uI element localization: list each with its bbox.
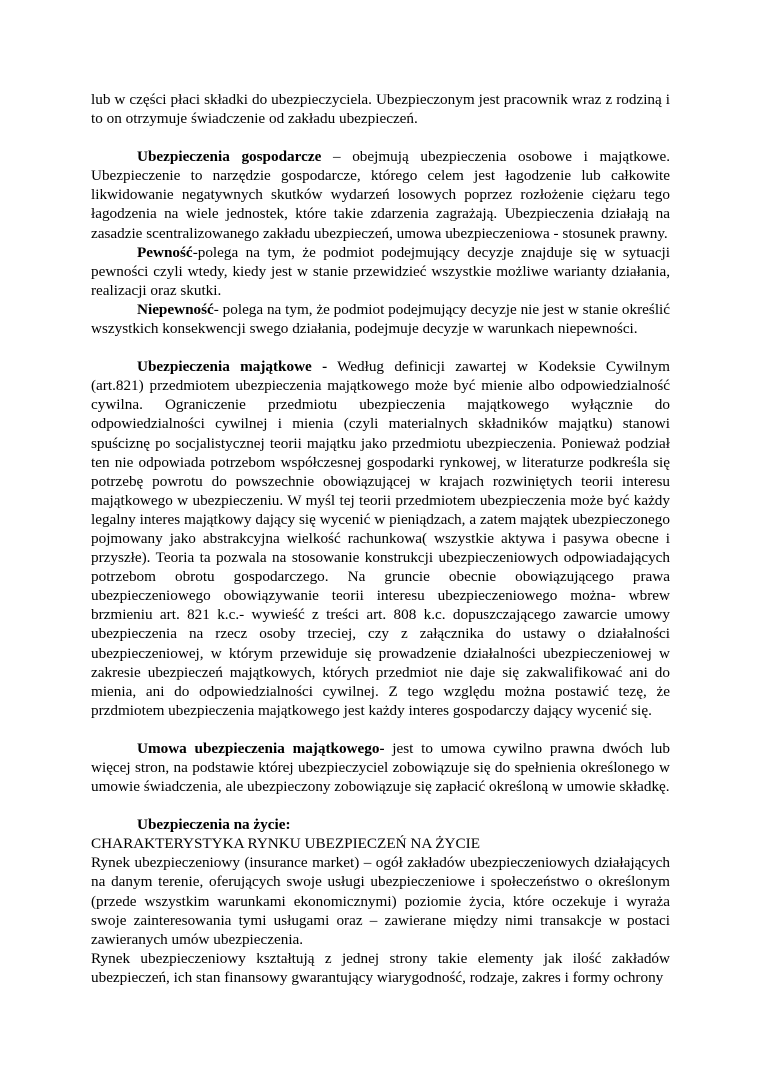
spacer	[91, 338, 670, 357]
spacer	[91, 796, 670, 815]
term-heading: Ubezpieczenia majątkowe -	[137, 358, 328, 376]
paragraph-text: lub w części płaci składki do ubezpieczyciela. Ubezpieczonym jest pracownik wraz z rodziną i to on otrzymuje świadczenie od zakładu ubezpieczeń.	[91, 91, 670, 128]
paragraph-umowa-ubezpieczenia	[91, 739, 670, 796]
paragraph-rynek-elementy: Rynek ubezpieczeniowy kształtują z jednej strony takie elementy jak ilość zakładów ubezpieczeń, ich stan finansowy gwarantujący wiarygodność, rodzaje, zakres i formy ochrony	[91, 949, 670, 986]
term-heading: Pewność	[137, 243, 193, 261]
paragraph-text: - polega na tym, że podmiot podejmujący decyzje nie jest w stanie określić wszystkich konsekwencji swego działania, podejmuje decyzje w warunkach niepewności.	[91, 300, 670, 338]
paragraph-intro	[91, 90, 670, 128]
paragraph-text: Według definicji zawartej w Kodeksie Cywilnym (art.821) przedmiotem ubezpieczenia majątkowego może być mienie albo odpowiedzialność cywilna. Ograniczenie przedmiotu ubezpieczenia majątkowego wyłącznie do odpowiedzialności cywilnej i mienia (czyli materialnych składników majątku) stanowi spuściznę po socjalistycznej teorii majątku jako przedmiotu ubezpieczenia. Ponieważ podział ten nie odpowiada potrzebom współczesnej gospodarki rynkowej, w literaturze podkreśla się potrzebę powrotu do powszechnie obowiązującej w krajach rozwiniętych teorii interesu majątkowego w ubezpieczeniu. W myśl tej teorii przedmiotem ubezpieczenia może być każdy legalny interes majątkowy dający się wycenić w pieniądzach, a zatem majątek ubezpieczonego pojmowany jako abstrakcyjna wielkość rachunkowa( wszystkie aktywa i pasywa obecne i przyszłe). Teoria ta pozwala na stosowanie konstrukcji ubezpieczeniowych odpowiadających potrzebom obrotu gospodarczego. Na gruncie obecnie obowiązującego prawa ubezpieczeniowego obowiązywanie teorii interesu ubezpieczeniowego można- wbrew brzmieniu art. 821 k.c.- wywieść z treści art. 808 k.c. dopuszczającego zawarcie umowy ubezpieczenia na rzecz osoby trzeciej, czy z załącznika do ustawy o działalności ubezpieczeniowej, w którym przewiduje się prowadzenie działalności ubezpieczeniowej w zakresie ubezpieczeń majątkowych, których przedmiot nie daje się zakwalifikować ani do mienia, ani do odpowiedzialności cywilnej. Z tego względu można postawić tezę, że przdmiotem ubezpieczenia majątkowego jest każdy interes gospodarczy dający wycenić się.	[91, 358, 670, 719]
paragraph-ubezpieczenia-majatkowe	[91, 357, 670, 720]
spacer	[91, 720, 670, 739]
paragraph-niepewnosc	[91, 300, 670, 338]
section-title: CHARAKTERYSTYKA RYNKU UBEZPIECZEŃ NA ŻYCIE	[91, 835, 480, 853]
paragraph-rynek-definicja: Rynek ubezpieczeniowy (insurance market) – ogół zakładów ubezpieczeniowych działających na danym terenie, oferujących swoje usługi ubezpieczeniowe i społeczeństwo o określonym (przede wszystkim warunkami ekonomicznymi) poziomie życia, które oczekuje i wyraża swoje zainteresowania tymi usługami oraz – zawierane między nimi transakcje w postaci zawieranych umów ubezpieczenia.	[91, 854, 670, 948]
section-heading-ubezpieczenia-na-zycie	[91, 815, 670, 834]
term-heading: Umowa ubezpieczenia majątkowego-	[137, 739, 385, 757]
term-heading: Niepewność	[137, 300, 214, 318]
term-heading: Ubezpieczenia na życie:	[137, 816, 291, 834]
paragraph-ubezpieczenia-gospodarcze	[91, 147, 670, 242]
term-heading: Ubezpieczenia gospodarcze	[137, 148, 322, 166]
paragraph-text: – obejmują ubezpieczenia osobowe i majątkowe. Ubezpieczenie to narzędzie gospodarcze, którego celem jest łagodzenie lub całkowite likwidowanie negatywnych skutków wydarzeń losowych poprzez rozłożenie ciężaru tego łagodzenia na wiele jednostek, które takie zdarzenia zagrażają. Ubezpieczenia działają na zasadzie scentralizowanego zakładu ubezpieczeń, umowa ubezpieczeniowa - stosunek prawny.	[91, 148, 670, 242]
paragraph-pewnosc	[91, 243, 670, 300]
spacer	[91, 128, 670, 147]
paragraph-text: -polega na tym, że podmiot podejmujący decyzje znajduje się w sytuacji pewności czyli wtedy, kiedy jest w stanie przewidzieć wszystkie możliwe warianty działania, realizacji oraz skutki.	[91, 243, 670, 299]
paragraph-text: jest to umowa cywilno prawna dwóch lub więcej stron, na podstawie której ubezpieczyciel zobowiązuje się do spełnienia określonego w umowie świadczenia, ale ubezpieczony zobowiązuje się zapłacić określoną w umowie składkę.	[91, 739, 670, 796]
